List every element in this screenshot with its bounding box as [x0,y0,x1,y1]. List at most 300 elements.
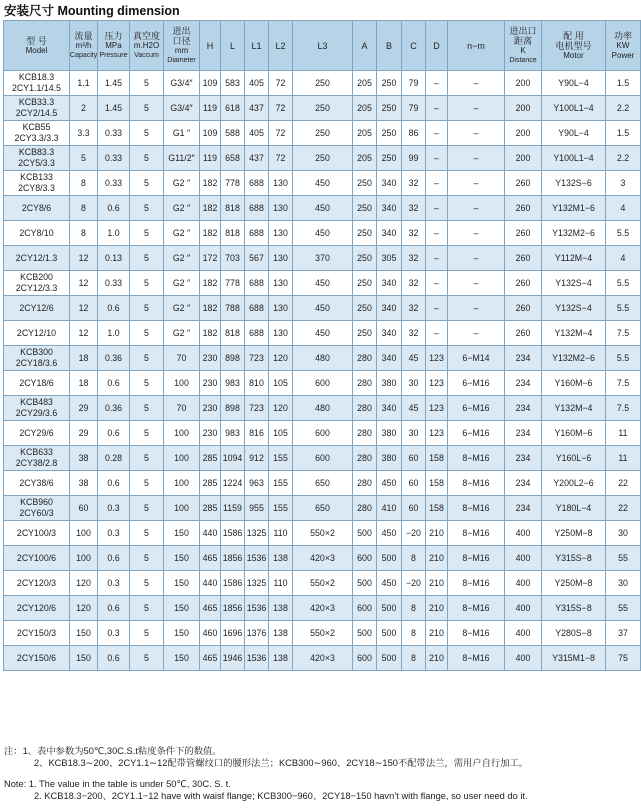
cell-b: 340 [377,196,402,221]
cell-pressure: 0.3 [98,496,130,521]
cell-c: 60 [402,471,426,496]
cell-a: 500 [353,571,377,596]
cell-vaccum: 5 [130,221,164,246]
model-line: KCB200 [20,272,53,282]
cell-nm: 6−M16 [448,371,505,396]
cell-l2: 130 [269,321,293,346]
cell-vaccum: 5 [130,171,164,196]
cell-nm: 8−M16 [448,621,505,646]
model-line: 2CY60/3 [19,508,54,518]
cell-l2: 105 [269,371,293,396]
cell-l2: 130 [269,221,293,246]
cell-capacity: 18 [70,371,98,396]
cell-capacity: 150 [70,646,98,671]
cell-motor: Y132S−4 [542,271,606,296]
cell-h: 230 [200,421,221,446]
cell-a: 205 [353,121,377,146]
header-row [4,21,641,71]
cell-pressure: 0.3 [98,621,130,646]
header-distance: 进出口 距离 K Distance [505,21,542,71]
header-l1: L1 [245,21,269,71]
cell-vaccum: 5 [130,546,164,571]
cell-model [4,546,70,571]
model-line: 2CY29/3.6 [15,408,58,418]
cell-power: 22 [606,471,641,496]
cell-pressure: 0.6 [98,471,130,496]
cell-l2: 72 [269,96,293,121]
cell-model [4,221,70,246]
cell-k: 260 [505,246,542,271]
cell-l2: 138 [269,546,293,571]
cell-l1: 405 [245,71,269,96]
cell-l2: 130 [269,246,293,271]
table-row [4,571,641,596]
cell-h: 465 [200,596,221,621]
cell-d: – [426,221,448,246]
cell-vaccum: 5 [130,521,164,546]
cell-l: 778 [221,171,245,196]
model-line: KCB133 [20,172,53,182]
cell-k: 260 [505,321,542,346]
cell-k: 400 [505,546,542,571]
note-zh-2: 2、KCB18.3∼200、2CY1.1∼12配带管螺纹口的腰形法兰；KCB300∼960、2CY18∼150不配带法兰，需用户自行加工。 [34,758,529,768]
cell-d: – [426,296,448,321]
table-row [4,171,641,196]
cell-a: 250 [353,271,377,296]
cell-diameter: G1 ″ [164,121,200,146]
cell-pressure: 0.6 [98,646,130,671]
cell-k: 234 [505,496,542,521]
cell-k: 200 [505,121,542,146]
cell-l1: 437 [245,96,269,121]
cell-l1: 723 [245,346,269,371]
cell-diameter: G2 ″ [164,321,200,346]
cell-d: 210 [426,521,448,546]
cell-model [4,396,70,421]
model-line: 2CY38/6 [19,477,54,488]
table-row [4,621,641,646]
cell-pressure: 1.45 [98,96,130,121]
cell-capacity: 100 [70,546,98,571]
cell-nm: 8−M16 [448,496,505,521]
cell-h: 440 [200,521,221,546]
cell-pressure: 0.36 [98,346,130,371]
model-line: 2CY150/3 [16,627,57,638]
cell-vaccum: 5 [130,121,164,146]
cell-l3: 420×3 [293,546,353,571]
cell-l2: 110 [269,571,293,596]
table-row [4,296,641,321]
cell-k: 234 [505,396,542,421]
model-line: 2CY5/3.3 [18,158,55,168]
cell-k: 400 [505,646,542,671]
cell-motor: Y132M−4 [542,321,606,346]
cell-pressure: 0.36 [98,396,130,421]
cell-vaccum: 5 [130,196,164,221]
cell-c: 45 [402,346,426,371]
cell-h: 440 [200,571,221,596]
cell-d: – [426,196,448,221]
cell-c: 60 [402,446,426,471]
cell-k: 400 [505,621,542,646]
cell-l3: 250 [293,96,353,121]
cell-k: 234 [505,421,542,446]
cell-a: 500 [353,521,377,546]
cell-power: 1.5 [606,121,641,146]
cell-l1: 688 [245,296,269,321]
cell-d: 123 [426,421,448,446]
header-diameter: 进出 口径 mm Diameter [164,21,200,71]
header-l3: L3 [293,21,353,71]
cell-c: 99 [402,146,426,171]
cell-k: 260 [505,271,542,296]
cell-motor: Y315S−8 [542,596,606,621]
cell-power: 22 [606,496,641,521]
cell-power: 5.5 [606,271,641,296]
cell-power: 30 [606,571,641,596]
cell-k: 234 [505,446,542,471]
cell-a: 280 [353,346,377,371]
cell-l3: 250 [293,121,353,146]
cell-nm: 8−M16 [448,646,505,671]
cell-capacity: 12 [70,296,98,321]
cell-power: 37 [606,621,641,646]
cell-l3: 450 [293,296,353,321]
cell-c: 86 [402,121,426,146]
cell-l2: 72 [269,121,293,146]
cell-model [4,71,70,96]
cell-pressure: 0.28 [98,446,130,471]
cell-capacity: 12 [70,246,98,271]
cell-model [4,171,70,196]
cell-a: 500 [353,621,377,646]
cell-nm: 6−M16 [448,396,505,421]
cell-power: 5.5 [606,296,641,321]
cell-k: 260 [505,221,542,246]
cell-model [4,621,70,646]
cell-capacity: 12 [70,321,98,346]
cell-diameter: G11/2″ [164,146,200,171]
cell-l2: 155 [269,471,293,496]
cell-diameter: 150 [164,596,200,621]
cell-vaccum: 5 [130,296,164,321]
table-row [4,371,641,396]
cell-c: 8 [402,546,426,571]
cell-l: 583 [221,71,245,96]
cell-motor: Y160M−6 [542,421,606,446]
cell-b: 250 [377,121,402,146]
cell-capacity: 120 [70,571,98,596]
cell-nm: – [448,146,505,171]
cell-h: 460 [200,621,221,646]
cell-power: 1.5 [606,71,641,96]
cell-l2: 138 [269,646,293,671]
cell-l1: 567 [245,246,269,271]
cell-a: 280 [353,446,377,471]
cell-b: 500 [377,596,402,621]
cell-k: 400 [505,596,542,621]
table-body [4,71,641,671]
cell-nm: – [448,71,505,96]
cell-h: 182 [200,296,221,321]
cell-capacity: 120 [70,596,98,621]
cell-l2: 72 [269,146,293,171]
cell-l3: 550×2 [293,521,353,546]
cell-l1: 688 [245,171,269,196]
cell-h: 109 [200,121,221,146]
cell-pressure: 0.33 [98,146,130,171]
cell-model [4,421,70,446]
cell-a: 280 [353,471,377,496]
cell-c: 32 [402,221,426,246]
cell-l2: 72 [269,71,293,96]
cell-l3: 420×3 [293,596,353,621]
cell-l3: 600 [293,446,353,471]
cell-l2: 130 [269,196,293,221]
cell-diameter: 150 [164,546,200,571]
model-line: 2CY8/3.3 [18,183,55,193]
cell-b: 340 [377,271,402,296]
cell-model [4,471,70,496]
cell-diameter: 150 [164,521,200,546]
cell-power: 5.5 [606,346,641,371]
cell-l3: 420×3 [293,646,353,671]
cell-l: 1586 [221,571,245,596]
cell-nm: – [448,121,505,146]
cell-l1: 405 [245,121,269,146]
cell-capacity: 5 [70,146,98,171]
cell-diameter: 70 [164,346,200,371]
cell-vaccum: 5 [130,71,164,96]
cell-h: 109 [200,71,221,96]
cell-vaccum: 5 [130,571,164,596]
cell-vaccum: 5 [130,446,164,471]
cell-diameter: G2 ″ [164,271,200,296]
cell-h: 182 [200,171,221,196]
cell-motor: Y250M−8 [542,521,606,546]
cell-l3: 650 [293,496,353,521]
cell-pressure: 0.13 [98,246,130,271]
cell-vaccum: 5 [130,496,164,521]
model-line: KCB33.3 [18,97,55,107]
cell-model [4,446,70,471]
model-line: 2CY38/2.8 [15,458,58,468]
cell-capacity: 38 [70,446,98,471]
cell-a: 280 [353,371,377,396]
cell-l3: 650 [293,471,353,496]
cell-power: 55 [606,546,641,571]
table-row [4,646,641,671]
cell-k: 260 [505,171,542,196]
cell-l2: 105 [269,421,293,446]
cell-k: 260 [505,196,542,221]
cell-d: 123 [426,371,448,396]
cell-l2: 110 [269,521,293,546]
cell-capacity: 150 [70,621,98,646]
cell-vaccum: 5 [130,321,164,346]
cell-nm: 6−M16 [448,421,505,446]
cell-model [4,521,70,546]
cell-k: 400 [505,521,542,546]
cell-d: 123 [426,346,448,371]
cell-l2: 130 [269,271,293,296]
cell-l: 818 [221,321,245,346]
mounting-dimension-table [3,20,641,671]
cell-a: 250 [353,296,377,321]
cell-l: 1946 [221,646,245,671]
cell-l1: 955 [245,496,269,521]
cell-l: 658 [221,146,245,171]
cell-model [4,121,70,146]
cell-a: 250 [353,171,377,196]
cell-l1: 1325 [245,521,269,546]
model-line: 2CY18/6 [19,377,54,388]
cell-d: 210 [426,621,448,646]
cell-motor: Y100L1−4 [542,146,606,171]
header-b: B [377,21,402,71]
cell-c: 32 [402,196,426,221]
cell-l3: 600 [293,421,353,446]
cell-c: 32 [402,246,426,271]
table-row [4,196,641,221]
model-line: 2CY1.1/14.5 [12,83,61,93]
cell-d: – [426,321,448,346]
header-nm: n−m [448,21,505,71]
cell-d: 158 [426,446,448,471]
cell-d: 123 [426,396,448,421]
cell-nm: 8−M16 [448,471,505,496]
cell-k: 200 [505,96,542,121]
cell-l1: 688 [245,271,269,296]
cell-b: 500 [377,646,402,671]
cell-l1: 723 [245,396,269,421]
cell-motor: Y132S−4 [542,296,606,321]
cell-h: 230 [200,371,221,396]
table-row [4,346,641,371]
model-line: 2CY100/6 [16,552,57,563]
model-line: 2CY100/3 [16,527,57,538]
cell-l: 983 [221,421,245,446]
model-line: 2CY8/10 [19,227,54,238]
cell-model [4,321,70,346]
cell-vaccum: 5 [130,396,164,421]
cell-power: 2.2 [606,146,641,171]
cell-model [4,296,70,321]
cell-diameter: G2 ″ [164,171,200,196]
cell-vaccum: 5 [130,246,164,271]
cell-model [4,346,70,371]
cell-l: 898 [221,346,245,371]
model-line: KCB83.3 [18,147,55,157]
cell-h: 465 [200,546,221,571]
cell-capacity: 38 [70,471,98,496]
model-line: KCB18.3 [18,72,55,82]
cell-l1: 1536 [245,596,269,621]
table-row [4,121,641,146]
cell-motor: Y90L−4 [542,121,606,146]
cell-model [4,196,70,221]
cell-motor: Y132M1−6 [542,196,606,221]
cell-c: 32 [402,171,426,196]
cell-motor: Y132M−4 [542,396,606,421]
cell-d: 210 [426,646,448,671]
model-line: KCB300 [20,347,53,357]
cell-capacity: 8 [70,196,98,221]
cell-b: 410 [377,496,402,521]
cell-l: 818 [221,196,245,221]
cell-l: 1856 [221,546,245,571]
cell-pressure: 0.6 [98,546,130,571]
header-motor: 配 用 电机型号 Motor [542,21,606,71]
cell-h: 182 [200,221,221,246]
cell-capacity: 8 [70,171,98,196]
cell-motor: Y132M2−6 [542,346,606,371]
cell-h: 182 [200,196,221,221]
cell-power: 7.5 [606,371,641,396]
cell-capacity: 2 [70,96,98,121]
cell-capacity: 8 [70,221,98,246]
table-row [4,221,641,246]
cell-l: 1696 [221,621,245,646]
model-line: 2CY12/10 [16,327,57,338]
cell-h: 465 [200,646,221,671]
cell-h: 119 [200,96,221,121]
model-line: KCB55 [22,122,51,132]
cell-d: 210 [426,571,448,596]
cell-motor: Y200L2−6 [542,471,606,496]
cell-l3: 480 [293,346,353,371]
cell-power: 7.5 [606,396,641,421]
cell-b: 340 [377,346,402,371]
cell-motor: Y280S−8 [542,621,606,646]
cell-l1: 816 [245,421,269,446]
cell-b: 340 [377,321,402,346]
cell-d: – [426,146,448,171]
cell-l3: 250 [293,146,353,171]
cell-d: – [426,246,448,271]
cell-diameter: G2 ″ [164,196,200,221]
cell-b: 340 [377,396,402,421]
cell-nm: 8−M16 [448,446,505,471]
cell-l2: 120 [269,396,293,421]
cell-l: 983 [221,371,245,396]
cell-nm: – [448,196,505,221]
cell-model [4,246,70,271]
model-line: KCB633 [20,447,53,457]
cell-diameter: G3/4″ [164,96,200,121]
cell-pressure: 0.6 [98,371,130,396]
cell-a: 250 [353,196,377,221]
cell-diameter: 150 [164,621,200,646]
cell-nm: 8−M16 [448,546,505,571]
cell-l1: 963 [245,471,269,496]
cell-diameter: 100 [164,496,200,521]
cell-a: 205 [353,96,377,121]
note-en-2: 2. KCB18.3−200、2CY1.1−12 have with waisf flange; KCB300−960、2CY18−150 havn’t with flange, so user need do it. [34,791,528,801]
cell-diameter: 150 [164,571,200,596]
cell-c: 79 [402,71,426,96]
cell-vaccum: 5 [130,621,164,646]
cell-b: 450 [377,521,402,546]
cell-model [4,596,70,621]
model-line: KCB960 [20,497,53,507]
cell-l2: 130 [269,171,293,196]
cell-vaccum: 5 [130,471,164,496]
cell-l2: 138 [269,621,293,646]
cell-model [4,146,70,171]
cell-d: 210 [426,546,448,571]
cell-capacity: 12 [70,271,98,296]
